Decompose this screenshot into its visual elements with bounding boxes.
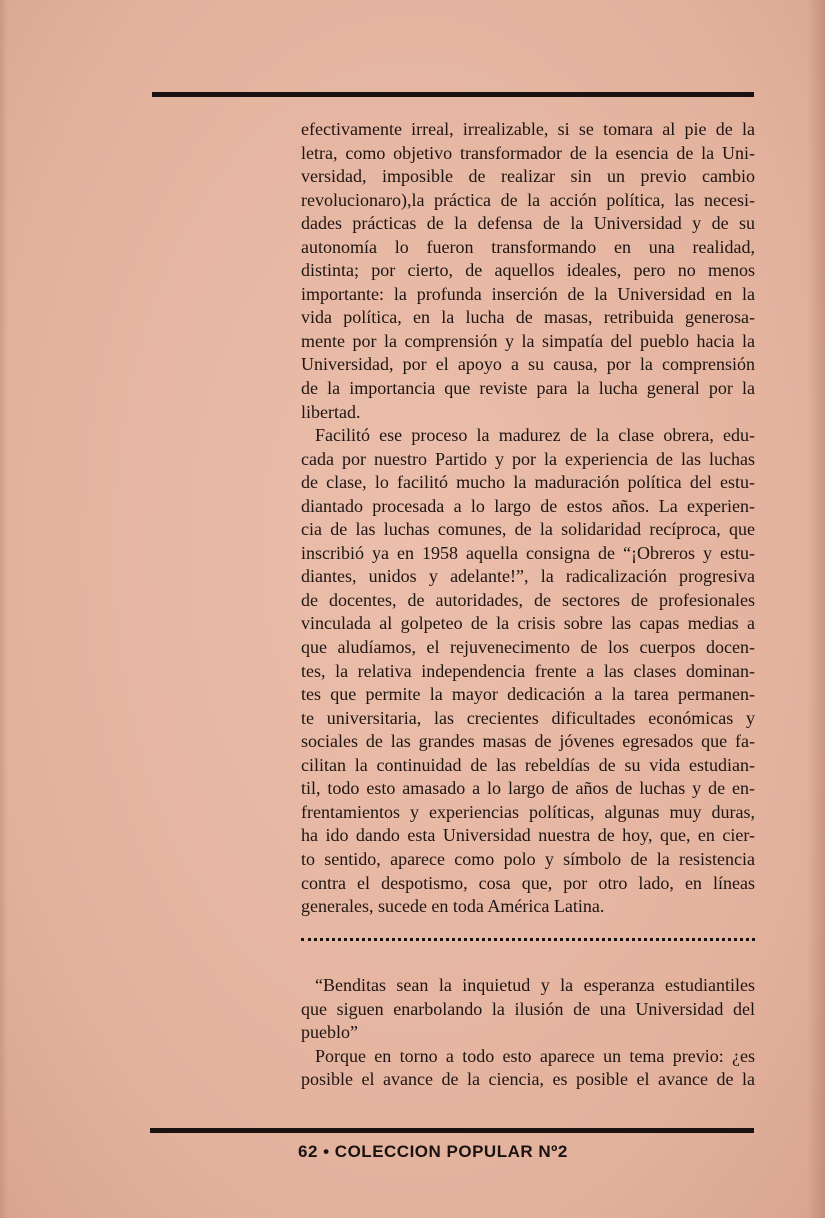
text-line: contra el despotismo, cosa que, por otro lado, en líneas bbox=[301, 872, 755, 893]
text-line: Porque en torno a todo esto aparece un tema previo: ¿es bbox=[315, 1045, 755, 1066]
text-line: importante: la profunda inserción de la Universidad en la bbox=[301, 283, 755, 304]
text-line: frentamientos y experiencias políticas, algunas muy duras, bbox=[301, 801, 755, 822]
text-line: autonomía lo fueron transformando en una realidad, bbox=[301, 236, 755, 257]
text-line: de la importancia que reviste para la lucha general por la bbox=[301, 378, 755, 399]
quote-line: que siguen enarbolando la ilusión de una Universidad del bbox=[301, 998, 755, 1019]
text-line: inscribió ya en 1958 aquella consigna de “¡Obreros y estu- bbox=[301, 542, 755, 563]
text-line: te universitaria, las crecientes dificultades económicas y bbox=[301, 707, 755, 728]
text-line: tes, la relativa independencia frente a las clases dominan- bbox=[301, 660, 755, 681]
page-footer: 62 • COLECCION POPULAR Nº2 bbox=[298, 1142, 568, 1161]
text-line: vida política, en la lucha de masas, retribuida generosa- bbox=[301, 307, 755, 328]
text-line: posible el avance de la ciencia, es posible el avance de la bbox=[301, 1069, 755, 1090]
text-line: letra, como objetivo transformador de la esencia de la Uni- bbox=[301, 142, 755, 163]
text-line: cilitan la continuidad de las rebeldías de su vida estudian- bbox=[301, 754, 755, 775]
text-line: de docentes, de autoridades, de sectores de profesionales bbox=[301, 589, 755, 610]
page-edge-shadow-right bbox=[807, 0, 825, 1218]
text-line: to sentido, aparece como polo y símbolo de la resistencia bbox=[301, 848, 755, 869]
text-line: versidad, imposible de realizar sin un previo cambio bbox=[301, 166, 755, 187]
text-line: cada por nuestro Partido y por la experiencia de las luchas bbox=[301, 448, 755, 469]
text-line: diantado procesada a lo largo de estos años. La experien- bbox=[301, 495, 755, 516]
text-line: generales, sucede en toda América Latina. bbox=[301, 896, 605, 917]
paragraph-2 bbox=[301, 424, 755, 918]
text-line: Facilitó ese proceso la madurez de la clase obrera, edu- bbox=[315, 425, 755, 446]
text-line: que aludíamos, el rejuvenecimento de los cuerpos docen- bbox=[301, 637, 755, 658]
text-line: til, todo esto amasado a lo largo de años de luchas y de en- bbox=[301, 778, 755, 799]
text-line: efectivamente irreal, irrealizable, si se tomara al pie de la bbox=[301, 119, 755, 139]
bottom-rule bbox=[150, 1128, 754, 1133]
pull-quote bbox=[301, 974, 755, 1045]
text-line: diantes, unidos y adelante!”, la radicalización progresiva bbox=[301, 566, 755, 587]
text-line: dades prácticas de la defensa de la Universidad y de su bbox=[301, 213, 755, 234]
text-line: sociales de las grandes masas de jóvenes egresados que fa- bbox=[301, 731, 755, 752]
dotted-separator bbox=[301, 938, 755, 941]
paragraph-1 bbox=[301, 118, 755, 424]
text-line: tes que permite la mayor dedicación a la tarea permanen- bbox=[301, 684, 755, 705]
page-edge-shadow-left bbox=[0, 0, 8, 1218]
text-line: de clase, lo facilitó mucho la maduración política del estu- bbox=[301, 472, 755, 493]
quote-line: “Benditas sean la inquietud y la esperanza estudiantiles bbox=[315, 975, 755, 995]
main-text-block bbox=[301, 118, 755, 919]
quote-and-continuation bbox=[301, 974, 755, 1092]
text-line: cia de las luchas comunes, de la solidaridad recíproca, que bbox=[301, 519, 755, 540]
text-line: Universidad, por el apoyo a su causa, por la comprensión bbox=[301, 354, 755, 375]
text-line: libertad. bbox=[301, 401, 361, 422]
text-line: ha ido dando esta Universidad nuestra de hoy, que, en cier- bbox=[301, 825, 755, 846]
paragraph-3 bbox=[301, 1045, 755, 1092]
top-rule bbox=[152, 92, 754, 97]
text-line: vinculada al golpeteo de la crisis sobre las capas medias a bbox=[301, 613, 755, 634]
text-line: revolucionaro),la práctica de la acción política, las necesi- bbox=[301, 189, 755, 210]
text-line: mente por la comprensión y la simpatía del pueblo hacia la bbox=[301, 330, 755, 351]
text-line: distinta; por cierto, de aquellos ideales, pero no menos bbox=[301, 260, 755, 281]
quote-line: pueblo” bbox=[301, 1022, 358, 1043]
